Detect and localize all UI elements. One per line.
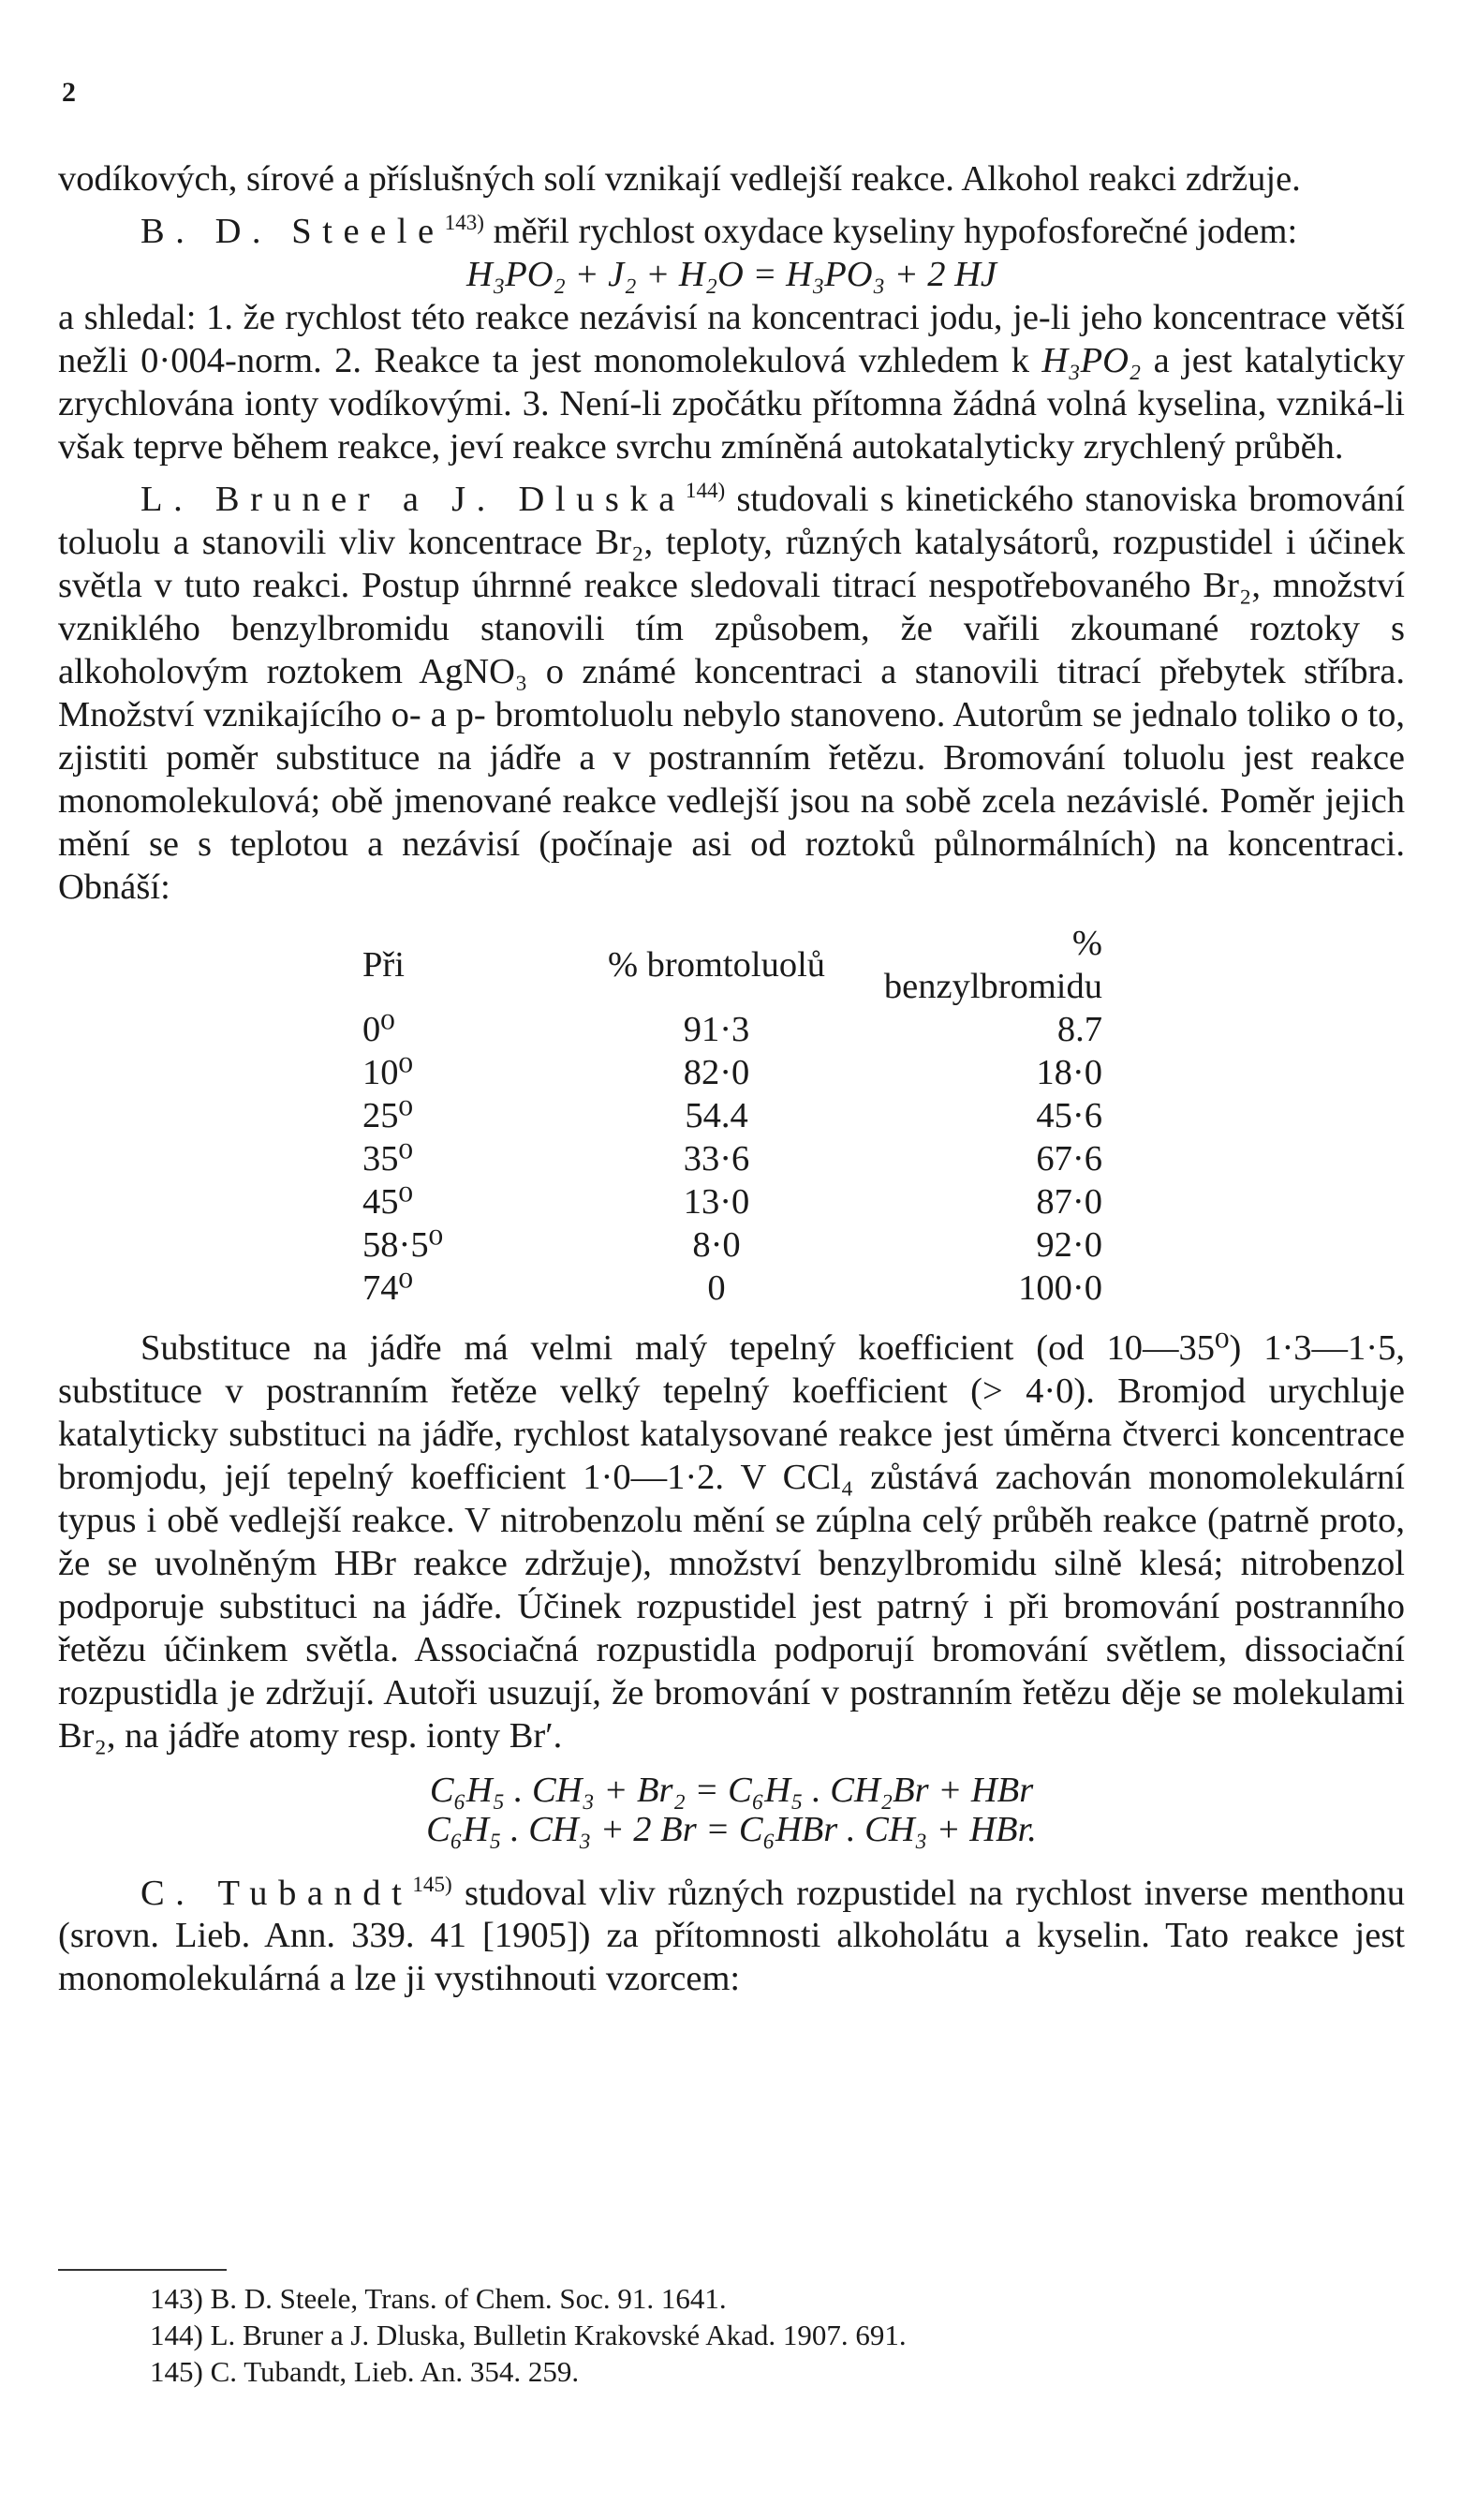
table-cell: 13·0 [683,1181,750,1222]
author-tubandt: C. Tubandt [140,1873,413,1913]
table-cell: 82·0 [683,1052,750,1092]
ref-145: 145) [412,1871,452,1896]
table-cell: 100·0 [1018,1267,1102,1308]
table-cell: 10⁰ [362,1052,413,1092]
bruner-text: studovali s kinetického stanoviska bromování toluolu a stanovili vliv koncentrace Br₂, teploty, různých katalysátorů, rozpustidel i účinek světla v tuto reakci. Postup úhrnné reakce sledovali titrací nespotřebovaného Br₂, množství vzniklého benzylbromidu stanovili tím způsobem, že vařili zkoumané roztoky s alkoholovým roztokem AgNO₃ o známé koncentraci a stanovili titrací přebytek stříbra. Množství vznikajícího o- a p- bromtoluolu nebylo stanoveno. Autorům se jednalo toliko o to, zjistiti poměr substituce na jádře a v postranním řetězu. Bromování toluolu jest reakce monomolekulová; obě jmenované reakce vedlejší jsou na sobě zcela nezávislé. Poměr jejich mění se s teplotou a nezávisí (počínaje asi od roztoků půlnormálních) na koncentraci. Obnáší: [58,479,1405,907]
paragraph-substitution: Substituce na jádře má velmi malý tepelný koefficient (od 10—35⁰) 1·3—1·5, substituce v postranním řetěze velký tepelný koefficient (> 4·0). Bromjod urychluje katalyticky substituci na jádře, rychlost katalysované reakce jest úměrna čtverci koncentrace bromjodu, její tepelný koefficient 1·0—1·2. V CCl₄ zůstává zachován monomolekulární typus i obě vedlejší reakce. V nitrobenzolu mění se zúplna celý průběh reakce (patrně proto, že se uvolněným HBr reakce zdržuje), množství benzylbromidu silně klesá; nitrobenzol podporuje substituci na jádře. Účinek rozpustidel jest patrný i při bromování postranního řetězu účinkem světla. Associačná rozpustidla podporují bromování světlem, dissociační rozpustidla je zdržují. Autoři usuzují, že bromování v postranním řetězu děje se molekulami Br₂, na jádře atomy resp. ionty Br′. [58,1327,1405,1756]
table-cell: 18·0 [1036,1052,1102,1092]
table-cell: 91·3 [683,1009,750,1049]
table-cell: 54.4 [685,1095,748,1135]
table-cell: 0⁰ [362,1009,395,1049]
table-header: % benzylbromidu [883,923,1102,1006]
findings-text-a: a shledal: 1. že rychlost této reakce nezávisí na koncentraci jodu, je-li jeho koncentrace větší nežli 0·004-norm. 2. Reakce ta jest monomolekulová vzhledem k [58,297,1405,380]
table-header-row [362,922,1102,1008]
table-row [362,1051,1102,1094]
reaction-equations [58,1771,1405,1849]
ref-144: 144) [685,477,726,502]
table-row [362,1223,1102,1267]
table-header: % bromtoluolů [607,944,826,985]
reaction-side-chain: C₆H₅ . CH₃ + Br₂ = C₆H₅ . CH₂Br + HBr [429,1770,1034,1810]
table-cell: 45·6 [1036,1095,1102,1135]
paragraph-1: vodíkových, sírové a příslušných solí vznikají vedlejší reakce. Alkohol reakci zdržuje. [58,159,1301,199]
paragraph-tubandt [58,1862,1405,2001]
table-cell: 58·5⁰ [362,1224,444,1265]
table-cell: 92·0 [1036,1224,1102,1265]
table-cell: 8·0 [692,1224,741,1265]
table-row [362,1094,1102,1137]
footnotes [150,2280,907,2390]
table-header: Při [362,944,405,985]
page-number: 2 [62,77,76,108]
equation-hypophosphoric: H₃PO₂ + J₂ + H₂O = H₃PO₃ + 2 HJ [466,254,997,294]
paragraph-steele [58,200,1405,253]
tubandt-text: studoval vliv různých rozpustidel na rychlost inverse menthonu (srovn. Lieb. Ann. 339. 41 [1905]) za přítomnosti alkoholátu a kyselin. Tato reakce jest monomolekulárná a lze ji vystihnouti vzorcem: [58,1873,1405,1999]
table-cell: 25⁰ [362,1095,413,1135]
findings-text-b: a jest katalyticky zrychlována ionty vodíkovými. 3. Není-li zpočátku přítomna žádná volná kyselina, vzniká-li však teprve během reakce, jeví reakce svrchu zmíněná autokatalyticky zrychlený průběh. [58,340,1405,467]
table-cell: 35⁰ [362,1138,413,1178]
steele-text: měřil rychlost oxydace kyseliny hypofosforečné jodem: [484,211,1298,251]
ref-143: 143) [444,210,484,234]
author-steele: B. D. Steele [140,211,445,251]
table-cell: 45⁰ [362,1181,413,1222]
table-row [362,1008,1102,1051]
footnote-145: 145) C. Tubandt, Lieb. An. 354. 259. [150,2355,580,2388]
footnote-divider [58,2269,227,2271]
footnote-143: 143) B. D. Steele, Trans. of Chem. Soc. 91. 1641. [150,2282,727,2315]
table-cell: 8.7 [1056,1009,1102,1049]
data-table [362,922,1102,1310]
formula-h3po2: H₃PO₂ [1041,340,1142,380]
table-cell: 67·6 [1036,1138,1102,1178]
table-cell: 74⁰ [362,1267,413,1308]
table-cell: 87·0 [1036,1181,1102,1222]
table-cell: 33·6 [683,1138,750,1178]
table-row [362,1137,1102,1180]
table-row [362,1180,1102,1223]
author-bruner-dluska: L. Bruner a J. Dluska [140,479,686,519]
body-text [58,157,1405,2000]
footnote-144: 144) L. Bruner a J. Dluska, Bulletin Krakovské Akad. 1907. 691. [150,2319,907,2351]
reaction-nucleus: C₆H₅ . CH₃ + 2 Br = C₆HBr . CH₃ + HBr. [426,1809,1037,1849]
paragraph-bruner [58,468,1405,909]
table-row [362,1267,1102,1310]
table-cell: 0 [707,1267,726,1308]
paragraph-findings [58,296,1405,468]
